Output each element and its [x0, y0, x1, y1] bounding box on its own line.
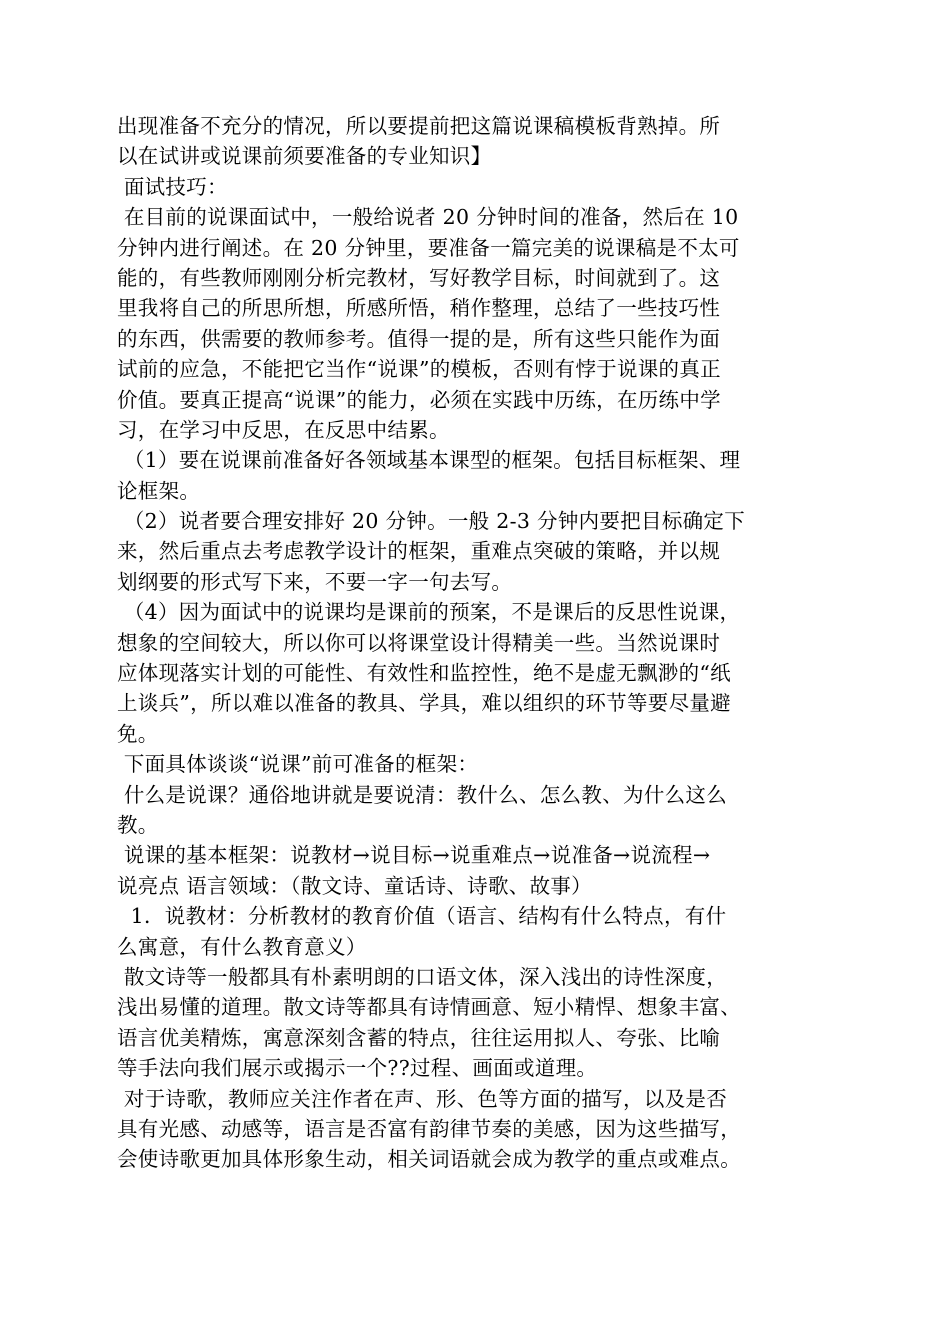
text-line: 说亮点 语言领域：（散文诗、童话诗、诗歌、故事） [117, 873, 592, 898]
text-line: 里我将自己的所思所想，所感所悟，稍作整理，总结了一些技巧性 [117, 296, 721, 321]
section-heading: 面试技巧： [117, 174, 228, 199]
text-line: 上谈兵”，所以难以准备的教具、学具，难以组织的环节等要尽量避 [117, 691, 731, 716]
text-line: 习，在学习中反思，在反思中结累。 [117, 417, 450, 442]
text-line: 会使诗歌更加具体形象生动，相关词语就会成为教学的重点或难点。 [117, 1147, 741, 1172]
text-line: 价值。要真正提高“说课”的能力，必须在实践中历练，在历练中学 [117, 387, 721, 412]
text-line: 分钟内进行阐述。在 20 分钟里，要准备一篇完美的说课稿是不太可 [117, 235, 740, 260]
text-line: 教。 [117, 812, 159, 837]
text-line: 在目前的说课面试中，一般给说者 20 分钟时间的准备，然后在 10 [117, 205, 739, 230]
text-line: 么寓意，有什么教育意义） [117, 934, 367, 959]
text-line: 浅出易懂的道理。散文诗等都具有诗情画意、短小精悍、想象丰富、 [117, 995, 741, 1020]
text-line: 的东西，供需要的教师参考。值得一提的是，所有这些只能作为面 [117, 326, 721, 351]
text-line: 具有光感、动感等，语言是否富有韵律节奏的美感，因为这些描写， [117, 1116, 741, 1141]
text-line: 语言优美精炼，寓意深刻含蓄的特点，往往运用拟人、夸张、比喻 [117, 1025, 721, 1050]
text-line: 想象的空间较大，所以你可以将课堂设计得精美一些。当然说课时 [117, 630, 721, 655]
text-line: 什么是说课？通俗地讲就是要说清：教什么、怎么教、为什么这么 [117, 782, 728, 807]
text-line: 说课的基本框架：说教材→说目标→说重难点→说准备→说流程→ [117, 843, 711, 868]
text-line: 应体现落实计划的可能性、有效性和监控性，绝不是虚无飘渺的“纸 [117, 661, 731, 686]
list-item: （1）要在说课前准备好各领域基本课型的框架。包括目标框架、理 [117, 448, 741, 473]
text-line: 试前的应急，不能把它当作“说课”的模板，否则有悖于说课的真正 [117, 357, 721, 382]
document-body [117, 111, 857, 1175]
list-item: 1．说教材：分析教材的教育价值（语言、结构有什么特点，有什 [117, 904, 727, 929]
text-line: 出现准备不充分的情况，所以要提前把这篇说课稿模板背熟掉。所 [117, 114, 721, 138]
list-item: （4）因为面试中的说课均是课前的预案，不是课后的反思性说课， [117, 600, 741, 625]
text-line: 下面具体谈谈“说课”前可准备的框架： [117, 752, 479, 777]
text-line: 论框架。 [117, 478, 201, 503]
list-item: （2）说者要合理安排好 20 分钟。一般 2-3 分钟内要把目标确定下 [117, 509, 746, 534]
text-line: 来，然后重点去考虑教学设计的框架，重难点突破的策略，并以规 [117, 539, 721, 564]
text-line: 散文诗等一般都具有朴素明朗的口语文体，深入浅出的诗性深度， [117, 964, 728, 989]
text-line: 对于诗歌，教师应关注作者在声、形、色等方面的描写，以及是否 [117, 1086, 728, 1111]
text-line: 能的，有些教师刚刚分析完教材，写好教学目标，时间就到了。这 [117, 265, 721, 290]
text-line: 划纲要的形式写下来，不要一字一句去写。 [117, 569, 513, 594]
text-line: 以在试讲或说课前须要准备的专业知识】 [117, 144, 492, 169]
text-line: 等手法向我们展示或揭示一个??过程、画面或道理。 [117, 1056, 598, 1081]
text-line: 免。 [117, 721, 159, 746]
